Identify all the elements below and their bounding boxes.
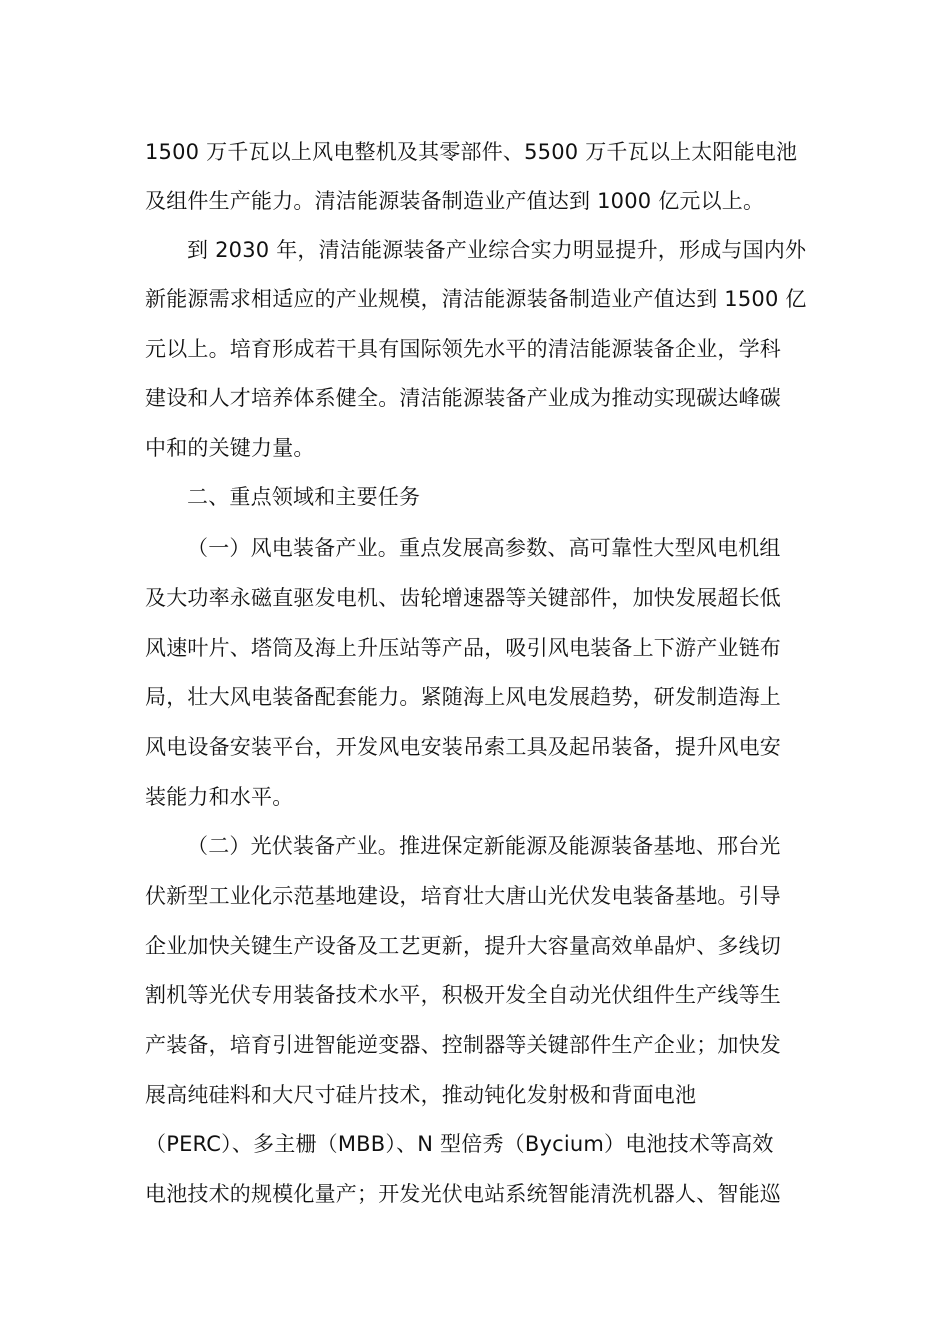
paragraph-wind-start: （一）风电装备产业。重点发展高参数、高可靠性大型风电机组 <box>187 536 781 560</box>
text-line-19: 产装备，培育引进智能逆变器、控制器等关键部件生产企业；加快发 <box>145 1033 781 1057</box>
text-line-22: 电池技术的规模化量产；开发光伏电站系统智能清洗机器人、智能巡 <box>145 1182 781 1206</box>
text-line-11: 风速叶片、塔筒及海上升压站等产品，吸引风电装备上下游产业链布 <box>145 636 781 660</box>
text-line-16: 伏新型工业化示范基地建设，培育壮大唐山光伏发电装备基地。引导 <box>145 884 781 908</box>
text-line-5: 元以上。培育形成若干具有国际领先水平的清洁能源装备企业，学科 <box>145 337 781 361</box>
text-line-13: 风电设备安装平台，开发风电安装吊索工具及起吊装备，提升风电安 <box>145 735 781 759</box>
text-line-10: 及大功率永磁直驱发电机、齿轮增速器等关键部件，加快发展超长低 <box>145 586 781 610</box>
text-line-12: 局，壮大风电装备配套能力。紧随海上风电发展趋势，研发制造海上 <box>145 685 781 709</box>
text-line-2: 及组件生产能力。清洁能源装备制造业产值达到 1000 亿元以上。 <box>145 189 765 213</box>
text-line-18: 割机等光伏专用装备技术水平，积极开发全自动光伏组件生产线等生 <box>145 983 781 1007</box>
paragraph-2030-start: 到 2030 年，清洁能源装备产业综合实力明显提升，形成与国内外 <box>187 238 807 262</box>
text-line-6: 建设和人才培养体系健全。清洁能源装备产业成为推动实现碳达峰碳 <box>145 386 781 410</box>
text-line-14: 装能力和水平。 <box>145 785 294 809</box>
text-line-20: 展高纯硅料和大尺寸硅片技术，推动钝化发射极和背面电池 <box>145 1083 697 1107</box>
text-line-1: 1500 万千瓦以上风电整机及其零部件、5500 万千瓦以上太阳能电池 <box>145 140 798 164</box>
paragraph-pv-start: （二）光伏装备产业。推进保定新能源及能源装备基地、邢台光 <box>187 834 781 858</box>
section-heading: 二、重点领域和主要任务 <box>187 485 421 509</box>
text-line-7: 中和的关键力量。 <box>145 436 315 460</box>
text-line-17: 企业加快关键生产设备及工艺更新，提升大容量高效单晶炉、多线切 <box>145 934 781 958</box>
text-line-4: 新能源需求相适应的产业规模，清洁能源装备制造业产值达到 1500 亿 <box>145 287 807 311</box>
text-line-21: （PERC）、多主栅（MBB）、N 型倍秀（Bycium）电池技术等高效 <box>145 1132 774 1156</box>
